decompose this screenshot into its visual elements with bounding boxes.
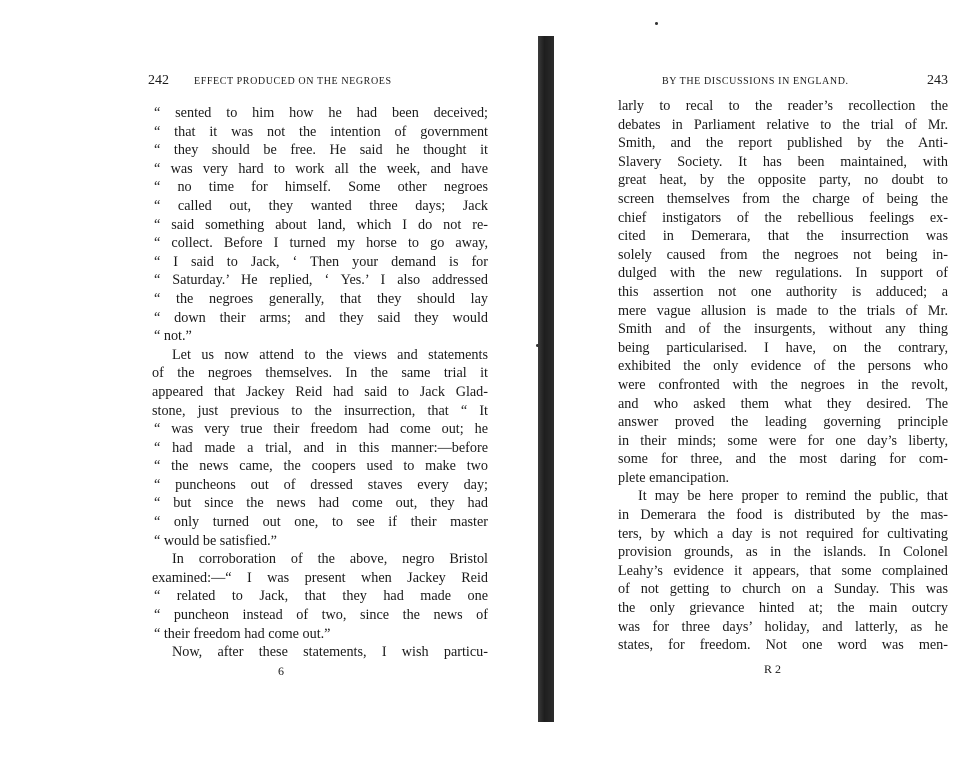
text-line: “ called out, they wanted three days; Jack bbox=[154, 197, 488, 214]
text-line: “ Saturday.’ He replied, ‘ Yes.’ I also addressed bbox=[154, 272, 488, 289]
text-line: “ collect. Before I turned my horse to go away, bbox=[154, 235, 488, 252]
text-line: “ would be satisfied.” bbox=[154, 532, 277, 549]
text-line: this assertion not one authority is adduced; a bbox=[618, 283, 948, 300]
text-line: “ puncheons out of dressed staves every day; bbox=[154, 476, 488, 493]
text-line: “ was very hard to work all the week, and have bbox=[154, 160, 488, 177]
text-line: and who asked them what they desired. The bbox=[618, 395, 948, 412]
text-line: exhibited the only evidence of the persons who bbox=[618, 358, 948, 375]
left-running-header bbox=[148, 73, 488, 94]
text-line: the only grievance hinted at; the main outcry bbox=[618, 600, 948, 617]
text-line: chief instigators of the rebellious feelings ex- bbox=[618, 209, 948, 226]
text-line: “ that it was not the intention of government bbox=[154, 123, 488, 140]
paragraph-start-line: It may be here proper to remind the public, that bbox=[638, 488, 948, 505]
text-line: debates in Parliament relative to the trial of Mr. bbox=[618, 116, 948, 133]
book-gutter bbox=[538, 36, 554, 722]
left-signature-mark: 6 bbox=[278, 664, 284, 678]
text-line: some for three, and the most daring for com- bbox=[618, 451, 948, 468]
text-line: states, for freedom. Not one word was men- bbox=[618, 637, 948, 654]
text-line: larly to recal to the reader’s recollection the bbox=[618, 98, 948, 114]
text-line: of the negroes themselves. In the same trial it bbox=[152, 365, 488, 382]
text-line: “ I said to Jack, ‘ Then your demand is for bbox=[154, 253, 488, 270]
text-line: Slavery Society. It has been maintained, with bbox=[618, 153, 948, 170]
text-line: “ puncheon instead of two, since the news of bbox=[154, 607, 488, 624]
text-line: “ was very true their freedom had come out; he bbox=[154, 421, 488, 438]
text-line: Smith and of the insurgents, without any thing bbox=[618, 321, 948, 338]
right-body-text bbox=[618, 97, 948, 655]
right-page-number: 243 bbox=[927, 73, 948, 88]
text-line: mere vague allusion is made to the trials of Mr. bbox=[618, 302, 948, 319]
right-running-header bbox=[662, 73, 962, 94]
text-line: “ but since the news had come out, they had bbox=[154, 495, 488, 512]
text-line: of not getting to church on a Sunday. This was bbox=[618, 581, 948, 598]
text-line: “ said something about land, which I do not re- bbox=[154, 216, 488, 233]
text-line: “ down their arms; and they said they would bbox=[154, 309, 488, 326]
text-line: being particularised. I have, on the contrary, bbox=[618, 339, 948, 356]
right-running-head: BY THE DISCUSSIONS IN ENGLAND. bbox=[662, 76, 849, 87]
paragraph-start-line: Now, after these statements, I wish particu- bbox=[172, 644, 488, 661]
right-signature-mark: R 2 bbox=[764, 662, 782, 676]
text-line: “ not.” bbox=[154, 328, 192, 345]
text-line: answer proved the leading governing principle bbox=[618, 414, 948, 431]
text-line: examined:—“ I was present when Jackey Reid bbox=[152, 569, 488, 586]
text-line: Smith, and the report published by the Anti- bbox=[618, 135, 948, 152]
text-line: “ they should be free. He said he thought it bbox=[154, 142, 488, 159]
text-line: “ related to Jack, that they had made one bbox=[154, 588, 488, 605]
text-line: in Demerara the food is distributed by the mas- bbox=[618, 507, 948, 524]
text-line: screen themselves from the charge of being the bbox=[618, 190, 948, 207]
text-line: great heat, by the opposite party, no doubt to bbox=[618, 172, 948, 189]
text-line: were confronted with the negroes in the revolt, bbox=[618, 376, 948, 393]
text-line: “ had made a trial, and in this manner:—before bbox=[154, 439, 488, 456]
text-line: “ no time for himself. Some other negroes bbox=[154, 179, 488, 196]
left-running-head: EFFECT PRODUCED ON THE NEGROES bbox=[194, 76, 392, 87]
text-line: Leahy’s evidence it appears, that some complained bbox=[618, 562, 948, 579]
left-page-number: 242 bbox=[148, 73, 169, 88]
paragraph-start-line: In corroboration of the above, negro Bristol bbox=[172, 551, 488, 568]
paragraph-start-line: Let us now attend to the views and statements bbox=[172, 346, 488, 363]
text-line: “ only turned out one, to see if their master bbox=[154, 514, 488, 531]
text-line: ters, by which a day is not required for cultivating bbox=[618, 525, 948, 542]
text-line: “ the news came, the coopers used to make two bbox=[154, 458, 488, 475]
text-line: “ their freedom had come out.” bbox=[154, 625, 331, 642]
text-line: solely caused from the negroes not being in- bbox=[618, 246, 948, 263]
right-page bbox=[554, 0, 980, 757]
text-line: plete emancipation. bbox=[618, 469, 730, 486]
text-line: cited in Demerara, that the insurrection was bbox=[618, 228, 948, 245]
text-line: stone, just previous to the insurrection, that “ It bbox=[152, 402, 488, 419]
left-body-text bbox=[152, 104, 488, 662]
text-line: “ the negroes generally, that they should lay bbox=[154, 290, 488, 307]
text-line: “ sented to him how he had been deceived; bbox=[154, 105, 488, 121]
text-line: in their minds; some were for one day’s liberty, bbox=[618, 432, 948, 449]
text-line: appeared that Jackey Reid had said to Jack Glad- bbox=[152, 383, 488, 400]
text-line: was for three days’ holiday, and latterly, as he bbox=[618, 618, 948, 635]
text-line: provision grounds, as in the islands. In Colonel bbox=[618, 544, 948, 561]
text-line: dulged with the new regulations. In support of bbox=[618, 265, 948, 282]
